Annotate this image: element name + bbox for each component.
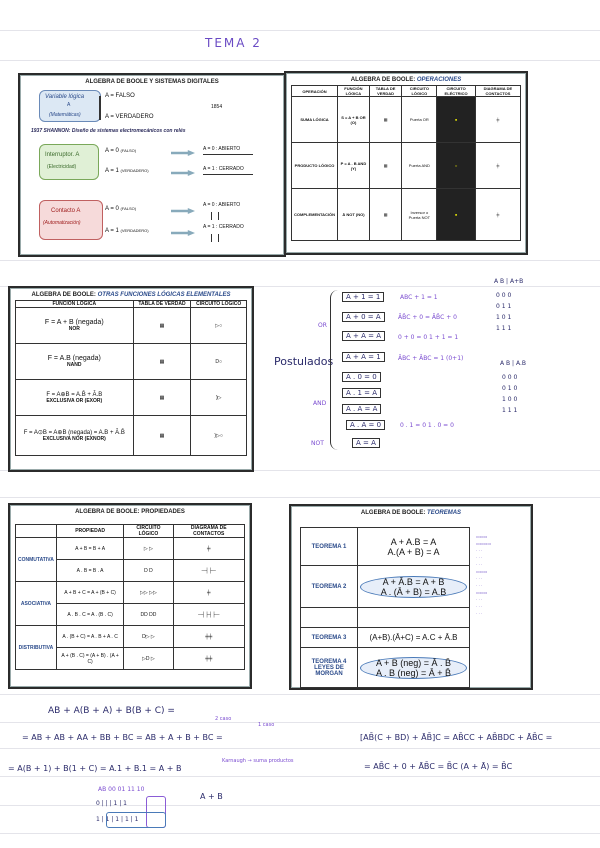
theorem-name: TEOREMA 2 [301,566,358,608]
prop-eq: A + B = B + A [56,538,124,560]
false-label: A = FALSO [105,93,135,99]
row-op: PRODUCTO LÓGICO [292,143,338,189]
truth-table: ▦ [133,344,191,380]
kmap-row-0: 0 | | | 1 | 1 [96,800,127,807]
closed-label: A = 1 : CERRADO [203,166,244,172]
kmap-result: A + B [200,792,223,801]
postulate-2: A + 0 = A [342,312,385,322]
postulate-8: A . Ā = 0 [346,420,385,430]
theorem-name [301,608,358,628]
header-logic: CIRCUITO LÓGICO [402,86,437,97]
contacts-diagram: ─┤├─ [173,560,244,582]
header-truth: TABLA DE VERDAD [369,86,402,97]
and-truth-header: A B | A.B [500,360,526,367]
page-title: TEMA 2 [205,36,262,50]
bottom-line-2: = AB + AB + AA + BB + BC = AB + A + B + BC = [22,733,223,742]
contact-label: Contacto A [51,208,81,214]
auto-label: (Automatización) [43,220,81,226]
slide-title: ALGEBRA DE BOOLE Y SISTEMAS DIGITALES [85,79,219,85]
kmap-row-1: 1 | 1 | 1 | 1 | 1 [96,816,139,823]
contacts-diagram: ─┤├┤├─ [173,604,244,626]
or-truth-header: A B | A+B [494,278,524,285]
operations-table [291,85,521,241]
theorem-eqs: A + B (neg) = Ā . B̄ A . B (neg) = Ā + B̄ [358,648,470,688]
contacts-diagram: ╪ [173,582,244,604]
header-contacts: DIAGRAMA DE CONTACTOS [475,86,520,97]
ct1-label: A = 1 (VERDADERO) [105,228,149,234]
and-gate-icon: Puerta AND [402,143,437,189]
row-fn: Ā NOT (NO) [338,189,370,241]
slide-properties [10,505,250,687]
fn-cell: F = A.B (negada) NAND [16,344,134,380]
bulb-icon: ● [437,97,476,143]
note-1-case: 1 caso [258,722,275,728]
header-op: OPERACIÓN [292,86,338,97]
header-truth: TABLA DE VERDAD [133,301,191,308]
gates-icon: D D [124,560,173,582]
note-1: ABC + 1 = 1 [400,294,438,301]
fn-cell: F = A⊙B = A⊕B (negada) = A.B + Ā.B̄ EXCLUSIVA NOR (EXNOR) [16,416,134,456]
karnaugh-note: Karnaugh → suma productos [222,758,294,764]
fn-cell: F = A⊕B = A.B̄ + Ā.B EXCLUSIVA OR (EXOR) [16,380,134,416]
sw0-label: A = 0 (FALSO) [105,148,137,154]
note-3: 0 + 0 = 0 1 + 1 = 1 [398,334,459,341]
not-gate-icon: Inversor o Puerta NOT [402,189,437,241]
gates-icon: ▷▷ ▷▷ [124,582,173,604]
gates-icon: DD DD [124,604,173,626]
truth-table: ▦ [133,416,191,456]
row-fn: P = A . B AND (Y) [338,143,370,189]
xor-gate-icon: )▷ [191,380,247,416]
header-prop: PROPIEDAD [56,525,124,538]
slide-title: ALGEBRA DE BOOLE: PROPIEDADES [75,509,185,515]
theorems-table [300,527,470,688]
bulb-icon: ● [437,189,476,241]
and-label: AND [313,400,327,407]
slide-boole-digital-systems [20,75,284,255]
postulate-4: A + Ā = 1 [342,352,385,362]
slide-theorems [291,506,531,688]
slide-operations [286,73,526,253]
properties-table [15,524,245,670]
prop-eq: A + B + C = A + (B + C) [56,582,124,604]
or-label: OR [318,322,327,329]
postulate-1: A + 1 = 1 [342,292,384,302]
elec-label: (Electricidad) [47,164,77,170]
theorem-eqs: A + A.B = A A.(A + B) = A [358,528,470,566]
prop-eq: A . (B + C) = A . B + A . C [56,626,124,648]
contacts-diagram: ╪ [475,143,520,189]
row-op: COMPLEMENTACIÓN [292,189,338,241]
prop-eq: A + (B . C) = (A + B) . (A + C) [56,648,124,670]
header-fn: FUNCIÓN LÓGICA [16,301,134,308]
right-line-1: [AB̄(C + BD) + ĀB̄]C = AB̄CC + AB̄BDC + ĀB̄C = [360,733,553,742]
not-label: NOT [311,440,324,447]
prop-eq: A . B = B . A [56,560,124,582]
and-truth-rows: 0 0 0 0 1 0 1 0 0 1 1 1 [502,374,518,414]
or-truth-rows: 0 0 0 0 1 1 1 0 1 1 1 1 [496,292,512,332]
group-name: DISTRIBUTIVA [16,626,57,670]
group-name: ASOCIATIVA [16,582,57,626]
ct0-label: A = 0 (FALSO) [105,206,137,212]
true-label: A = VERDADERO [105,114,154,120]
truth-table: ▦ [133,380,191,416]
theorem-name: TEOREMA 1 [301,528,358,566]
contacts-diagram: ╪ [173,538,244,560]
var-label: Variable lógica [45,94,85,100]
closed2-label: A = 1 : CERRADO [203,224,244,230]
postulate-3: A + A = A [342,331,385,341]
theorem-eqs: A + Ā.B = A + B A . (Ā + B) = A.B [358,566,470,608]
note-4: ĀBC + ĀBC = 1 (0+1) [398,355,464,362]
gates-icon: ▷ ▷ [124,538,173,560]
nor-gate-icon: ▷○ [191,308,247,344]
header-circuit: CIRCUITO LÓGICO [124,525,173,538]
slide-other-functions [10,288,252,470]
postulate-7: A . A = A [342,404,381,414]
theorem-name: TEOREMA 3 [301,628,358,648]
header-circuit: CIRCUITO LÓGICO [191,301,247,308]
row-fn: S = A + B OR (O) [338,97,370,143]
group-name: CONMUTATIVA [16,538,57,582]
or-gate-icon: Puerta OR [402,97,437,143]
kmap-header: AB 00 01 11 10 [98,786,145,793]
switch-label: Interruptor. A [45,152,80,158]
fn-cell: F = A + B (negada) NOR [16,308,134,344]
postulados-label: Postulados [274,355,334,368]
slide-title: ALGEBRA DE BOOLE: TEOREMAS [360,510,462,516]
nand-gate-icon: D○ [191,344,247,380]
contacts-diagram: ╪╪ [173,626,244,648]
postulate-6: A . 1 = A [342,388,381,398]
header-elec: CIRCUITO ELÉCTRICO [437,86,476,97]
header-contacts: DIAGRAMA DE CONTACTOS [173,525,244,538]
theorem-name: TEOREMA 4 LEYES DE MORGAN [301,648,358,688]
shannon-label: 1937 SHANNON: Diseño de sistemas electromecánicos con relés [31,128,186,134]
truth-table: ▦ [369,189,402,241]
contacts-diagram: ╪╪ [173,648,244,670]
truth-table: ▦ [369,143,402,189]
contacts-diagram: ╪ [475,97,520,143]
row-op: SUMA LÓGICA [292,97,338,143]
postulate-9: Ā = A [352,438,380,448]
note-5: 0 . 1 = 0 1 . 0 = 0 [400,422,454,429]
math-label: (Matemáticas) [49,112,81,118]
slide-title: ALGEBRA DE BOOLE: OTRAS FUNCIONES LÓGICAS ELEMENTALES [31,292,231,298]
bottom-line-1: AB + A(B + A) + B(B + C) = [48,706,175,716]
bottom-line-3: = A(B + 1) + B(1 + C) = A.1 + B.1 = A + B [8,764,182,773]
xnor-gate-icon: )▷○ [191,416,247,456]
note-2-case: 2 caso [215,716,232,722]
slide-title: ALGEBRA DE BOOLE: OPERACIONES [350,77,462,83]
truth-table: ▦ [369,97,402,143]
header-fn: FUNCIÓN LÓGICA [338,86,370,97]
side-notes: ▭▭▭ ▭▭▭▭ · · · · · · · · · ▭▭▭ · · · · · · ▭▭▭ · · · · · · · · · [476,534,492,616]
theorem-eqs: (A+B).(Ā+C) = A.C + Ā.B [358,628,470,648]
contacts-diagram: ╪ [475,189,520,241]
open2-label: A = 0 : ABIERTO [203,202,241,208]
open-label: A = 0 : ABIERTO [203,146,241,152]
truth-table: ▦ [133,308,191,344]
postulate-5: A . 0 = 0 [342,372,381,382]
gates-icon: D▷ ▷ [124,626,173,648]
theorem-eqs [358,608,470,628]
prop-eq: A . B . C = A . (B . C) [56,604,124,626]
year-label: 1854 [211,104,223,110]
var-a: A [67,102,71,108]
note-2: ĀB̄C + 0 = ĀB̄C + 0 [398,314,457,321]
right-line-2: = AB̄C + 0 + ĀB̄C = B̄C (A + Ā) = B̄C [364,762,513,771]
gates-icon: ▷D ▷ [124,648,173,670]
sw1-label: A = 1 (VERDADERO) [105,168,149,174]
functions-table [15,300,247,456]
bulb-icon: ○ [437,143,476,189]
